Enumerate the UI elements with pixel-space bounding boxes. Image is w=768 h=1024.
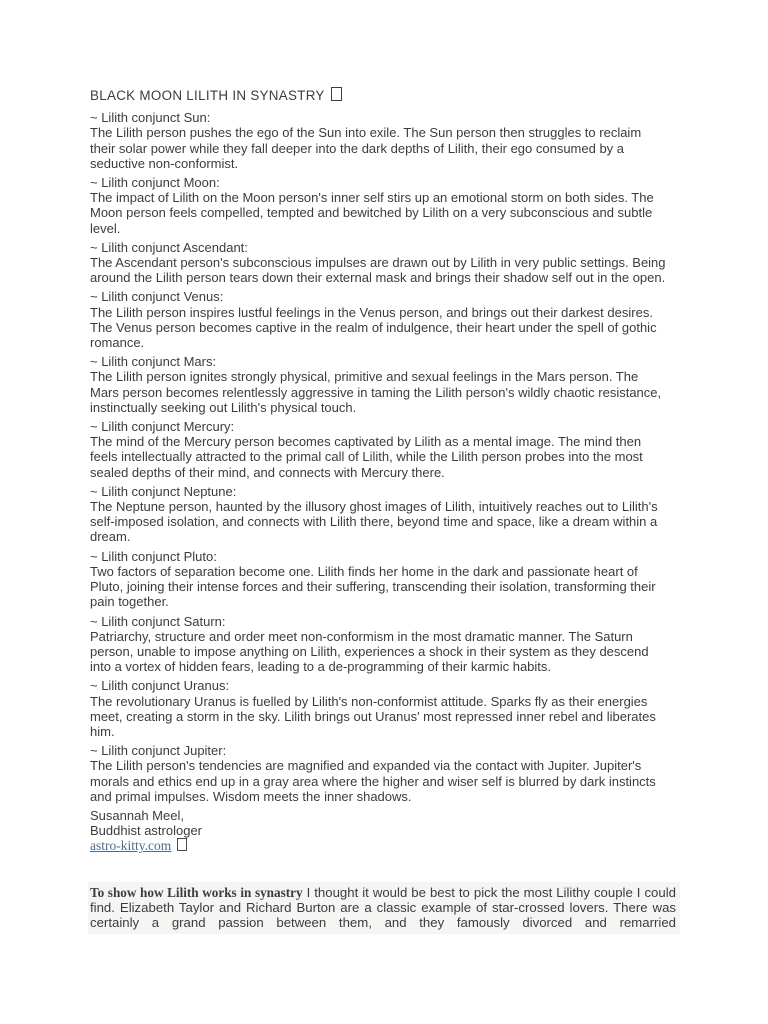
- lilith-section-pluto: [90, 549, 666, 610]
- lilith-section-saturn: [90, 614, 666, 675]
- lilith-section-sun: [90, 110, 666, 171]
- section-heading: ~ Lilith conjunct Neptune:: [90, 483, 237, 499]
- section-body: The Lilith person pushes the ego of the Sun into exile. The Sun person then struggles to reclaim their solar power while they fall deeper into the dark depths of Lilith, their ego consumed by a seductive non-conformist.: [90, 125, 642, 171]
- section-body: Patriarchy, structure and order meet non-conformism in the most dramatic manner. The Saturn person, unable to impose anything on Lilith, experiences a shock in their system as they descend into a vortex of hidden fears, leading to a de-programming of their karmic habits.: [90, 628, 649, 675]
- footer-lead-text: To show how Lilith works in synastry: [90, 884, 303, 900]
- section-body: The revolutionary Uranus is fuelled by Lilith's non-conformist attitude. Sparks fly as their energies meet, creating a storm in the sky. Lilith brings out Uranus' most repressed inner rebel and liberates him.: [90, 693, 656, 739]
- section-heading: ~ Lilith conjunct Uranus:: [90, 678, 230, 694]
- footer-body-text: I thought it would be best to pick the most Lilithy couple I could find. Elizabeth Taylor and Richard Burton are a classic example of star-crossed lovers. There was certainly a grand passion between them, and they famously divorced and remarried: [90, 884, 676, 930]
- section-body: The Lilith person's tendencies are magnified and expanded via the contact with Jupiter. Jupiter's morals and ethics end up in a gray area where the higher and wiser self is blurred by dark instincts and primal impulses. Wisdom meets the inner shadows.: [90, 758, 656, 804]
- lilith-section-venus: [90, 289, 666, 350]
- section-body: Two factors of separation become one. Lilith finds her home in the dark and passionate heart of Pluto, joining their intense forces and their suffering, transcending their isolation, transforming their pain together.: [90, 563, 656, 610]
- lilith-section-uranus: [90, 678, 666, 739]
- missing-emoji-box-icon: [331, 87, 342, 101]
- astro-kitty-link[interactable]: astro-kitty.com: [90, 838, 172, 854]
- section-heading: ~ Lilith conjunct Saturn:: [90, 613, 226, 629]
- section-heading: ~ Lilith conjunct Ascendant:: [90, 239, 248, 255]
- section-body: The mind of the Mercury person becomes captivated by Lilith as a mental image. The mind then feels intellectually attracted to the primal call of Lilith, while the Lilith person probes into the most sealed depths of their mind, and connects with Mercury there.: [90, 434, 643, 480]
- section-body: The Ascendant person's subconscious impulses are drawn out by Lilith in very public settings. Being around the Lilith person tears down their external mask and brings their shadow self out in the open.: [90, 255, 666, 286]
- signature-role: Buddhist astrologer: [90, 823, 203, 839]
- page-title-text: BLACK MOON LILITH IN SYNASTRY: [90, 88, 325, 103]
- section-body: The Neptune person, haunted by the illusory ghost images of Lilith, intuitively reaches out to Lilith's self-imposed isolation, and connects with Lilith there, beyond time and space, like a dream within a dream.: [90, 499, 658, 545]
- section-heading: ~ Lilith conjunct Jupiter:: [90, 743, 227, 759]
- section-heading: ~ Lilith conjunct Mars:: [90, 354, 217, 370]
- section-body: The Lilith person ignites strongly physical, primitive and sexual feelings in the Mars person. The Mars person becomes relentlessly aggressive in taming the Lilith person's wildly chaotic resistance, instinctually seeking out Lilith's physical touch.: [90, 369, 662, 415]
- section-body: The Lilith person inspires lustful feelings in the Venus person, and brings out their darkest desires. The Venus person becomes captive in the realm of indulgence, their heart under the spell of gothic romance.: [90, 304, 657, 351]
- lilith-section-mars: [90, 354, 666, 415]
- section-body: The impact of Lilith on the Moon person's inner self stirs up an emotional storm on both sides. The Moon person feels compelled, tempted and bewitched by Lilith on a very subconscious and subtle level.: [90, 190, 654, 236]
- lilith-section-moon: [90, 175, 666, 236]
- footer-paragraph: [88, 882, 680, 935]
- section-heading: ~ Lilith conjunct Pluto:: [90, 548, 217, 564]
- lilith-section-jupiter: [90, 743, 666, 804]
- section-heading: ~ Lilith conjunct Mercury:: [90, 419, 235, 435]
- signature-name: Susannah Meel,: [90, 807, 184, 823]
- lilith-section-ascendant: [90, 240, 666, 286]
- section-heading: ~ Lilith conjunct Sun:: [90, 110, 211, 126]
- section-heading: ~ Lilith conjunct Moon:: [90, 175, 220, 191]
- signature-block: [90, 808, 666, 854]
- missing-emoji-box-icon: [177, 838, 187, 851]
- lilith-section-mercury: [90, 419, 666, 480]
- section-heading: ~ Lilith conjunct Venus:: [90, 289, 224, 305]
- signature-link-line: [90, 838, 666, 853]
- page-title: [90, 87, 666, 103]
- lilith-section-neptune: [90, 484, 666, 545]
- document-content: [90, 87, 676, 934]
